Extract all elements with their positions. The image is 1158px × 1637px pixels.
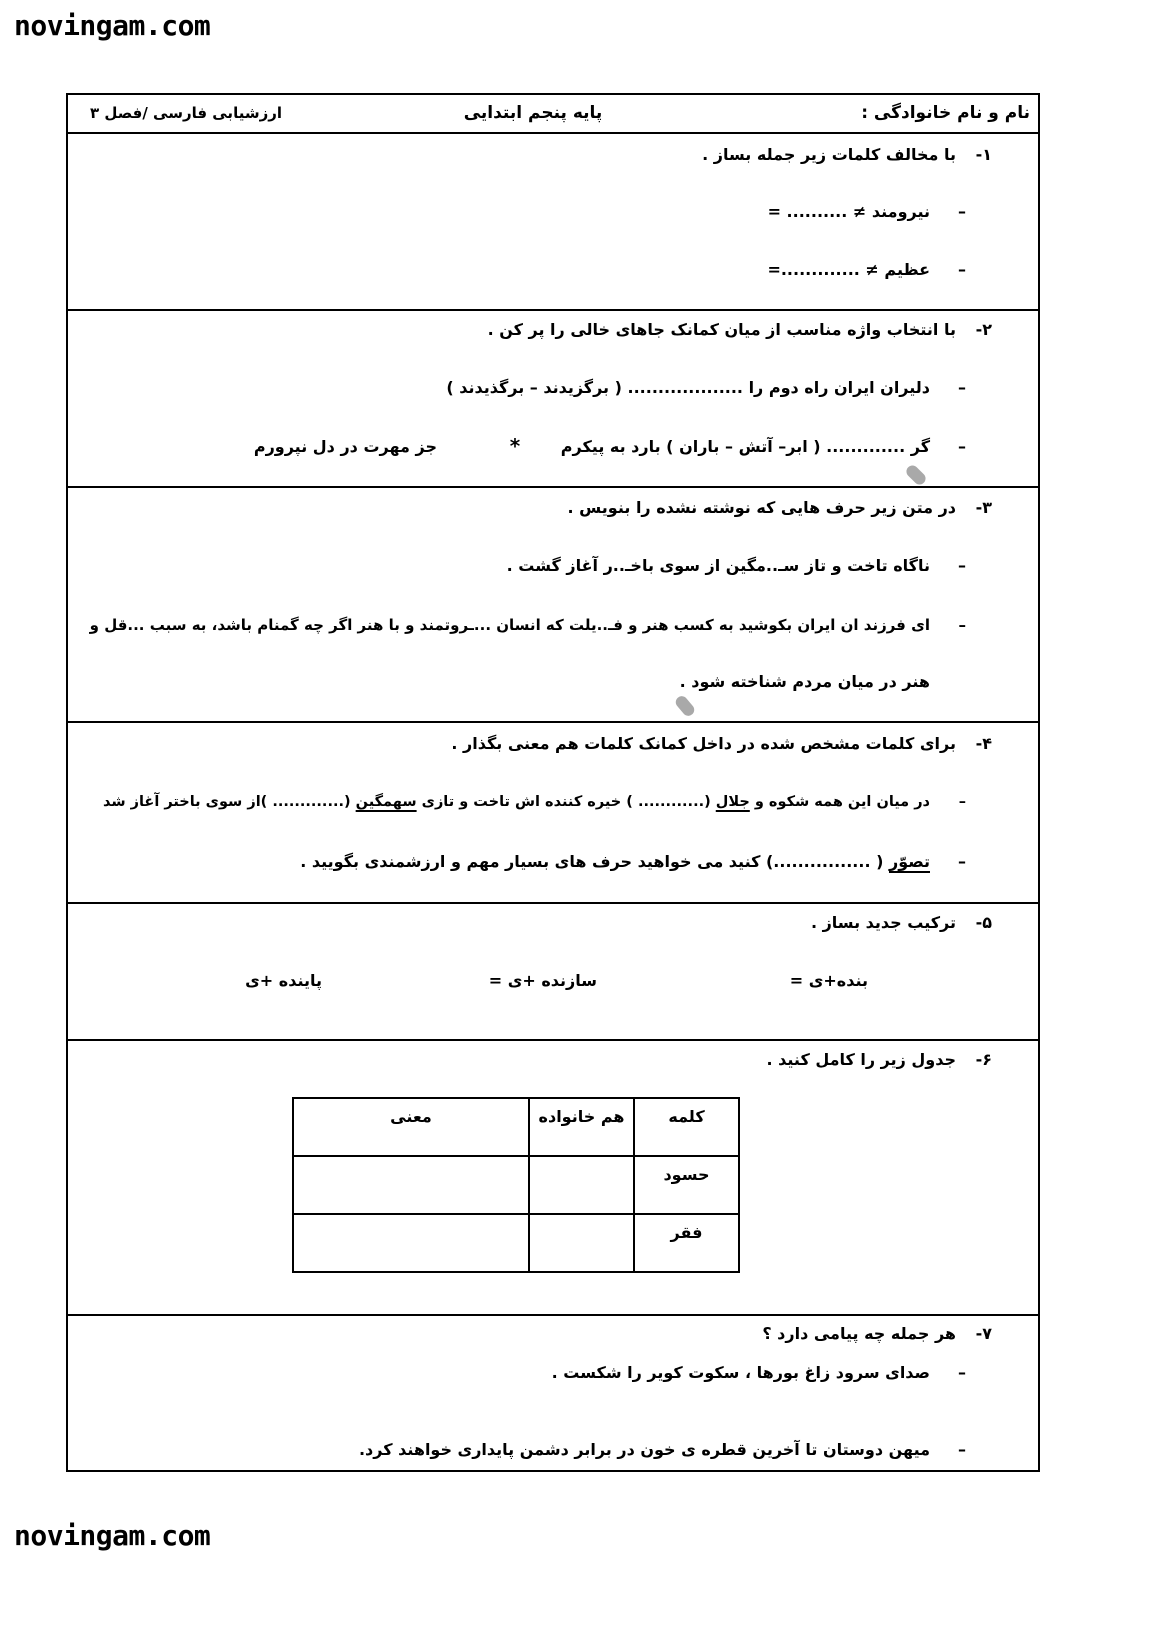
highlighted-word: جلال <box>715 794 750 810</box>
item-text: میهن دوستان تا آخرین قطره ی خون در برابر دشمن پایداری خواهند کرد. <box>358 1440 930 1459</box>
item-text: دلیران ایران راه دوم را ................... ( برگزیدند – برگذیدند ) <box>446 378 930 397</box>
divider <box>66 721 1040 723</box>
question-number: ۳- <box>975 498 992 517</box>
question-number: ۵- <box>975 913 992 932</box>
question-text: با مخالف کلمات زیر جمله بساز . <box>702 145 956 164</box>
answer-item <box>75 200 966 224</box>
item-text: (............ ) خیره کننده اش تاخت و تازی <box>416 794 716 810</box>
answer-item <box>78 613 966 637</box>
bullet-dash: – <box>958 616 966 634</box>
column-header-word: کلمه <box>634 1098 739 1156</box>
word-family-table <box>292 1097 740 1273</box>
assessment-title: ارزشیابی فارسی /فصل ۳ <box>89 104 282 122</box>
compound-item: بنده+ی = <box>789 971 868 990</box>
bullet-dash: – <box>958 852 966 871</box>
question-number: ۲- <box>975 320 992 339</box>
compound-item: سازنده +ی = <box>488 971 597 990</box>
answer-item <box>75 376 966 400</box>
question-1-prompt <box>75 143 992 167</box>
question-number: ۱- <box>975 145 992 164</box>
question-text: ترکیب جدید بساز . <box>810 913 956 932</box>
answer-item <box>75 1438 966 1462</box>
bullet-dash: – <box>958 1363 966 1382</box>
cell-family-blank <box>529 1214 634 1272</box>
cell-family-blank <box>529 1156 634 1214</box>
question-text: جدول زیر را کامل کنید . <box>766 1050 956 1069</box>
answer-item <box>75 554 966 578</box>
question-3-prompt <box>75 496 992 520</box>
item-text: در میان این همه شکوه و <box>749 794 930 810</box>
bullet-dash: – <box>958 202 966 221</box>
cell-meaning-blank <box>293 1214 529 1272</box>
grade-label: پایه پنجم ابتدایی <box>463 103 603 123</box>
divider <box>66 1314 1040 1316</box>
student-name-label: نام و نام خانوادگی : <box>861 103 1030 123</box>
table-row <box>293 1214 739 1272</box>
divider <box>66 902 1040 904</box>
bullet-dash: – <box>958 378 966 397</box>
table-header-row <box>293 1098 739 1156</box>
question-text: هر جمله چه پیامی دارد ؟ <box>762 1324 956 1343</box>
answer-item <box>75 850 966 874</box>
cell-meaning-blank <box>293 1156 529 1214</box>
divider <box>66 132 1040 134</box>
item-text: ای فرزند ان ایران بکوشید به کسب هنر و فـ..یلت که انسان ...ـروتمند و با هنر اگر چه گمنام باشد، به سبب ...قل و <box>89 616 930 634</box>
answer-item <box>76 790 966 814</box>
question-6-prompt <box>75 1048 992 1072</box>
cell-word: فقر <box>634 1214 739 1272</box>
item-continuation: هنر در میان مردم شناخته شود . <box>679 672 930 691</box>
question-7-prompt <box>75 1322 992 1346</box>
question-5-prompt <box>75 911 992 935</box>
question-number: ۴- <box>975 734 992 753</box>
bullet-dash: – <box>958 260 966 279</box>
answer-item <box>75 258 966 282</box>
table-row <box>293 1156 739 1214</box>
item-text: گر ............. ( ابر– آتش – باران ) بارد به پیکرم <box>560 437 930 456</box>
question-2-prompt <box>75 318 992 342</box>
verse-separator: * <box>509 434 521 458</box>
bullet-dash: – <box>958 556 966 575</box>
highlighted-word: سهمگین <box>355 794 417 810</box>
question-number: ۶- <box>975 1050 992 1069</box>
item-text: عظیم ≠ .............= <box>767 260 930 279</box>
bullet-dash: – <box>958 437 966 456</box>
verse-first-hemistich <box>540 435 966 459</box>
item-text: (............. )از سوی باختر آغاز شد <box>102 794 356 810</box>
item-text: صدای سرود زاغ بورها ، سکوت کویر را شکست . <box>551 1363 930 1382</box>
divider <box>66 1039 1040 1041</box>
question-text: در متن زیر حرف هایی که نوشته نشده را بنویس . <box>567 498 956 517</box>
bullet-dash: – <box>958 1440 966 1459</box>
divider <box>66 309 1040 311</box>
question-text: برای کلمات مشخص شده در داخل کمانک کلمات هم معنی بگذار . <box>451 734 956 753</box>
divider <box>66 486 1040 488</box>
highlighted-word: تصوّر <box>888 852 930 871</box>
column-header-family: هم خانواده <box>529 1098 634 1156</box>
site-watermark-top: novingam.com <box>14 9 211 42</box>
cell-word: حسود <box>634 1156 739 1214</box>
question-text: با انتخاب واژه مناسب از میان کمانک جاهای خالی را پر کن . <box>487 320 956 339</box>
question-number: ۷- <box>975 1324 992 1343</box>
answer-item <box>75 1361 966 1385</box>
item-text: نیرومند ≠ .......... = <box>767 202 930 221</box>
question-4-prompt <box>75 732 992 756</box>
compound-item: پاینده +ی <box>245 971 322 990</box>
item-text: ناگاه تاخت و تاز سـ..مگین از سوی باخـ..ر آغاز گشت . <box>506 556 930 575</box>
site-watermark-bottom: novingam.com <box>14 1519 211 1552</box>
bullet-dash: – <box>958 794 966 810</box>
column-header-meaning: معنی <box>293 1098 529 1156</box>
item-text: ( ................) کنید می خواهید حرف های بسیار مهم و ارزشمندی بگویید . <box>300 852 889 871</box>
verse-second-hemistich: جز مهرت در دل نپرورم <box>253 437 437 456</box>
